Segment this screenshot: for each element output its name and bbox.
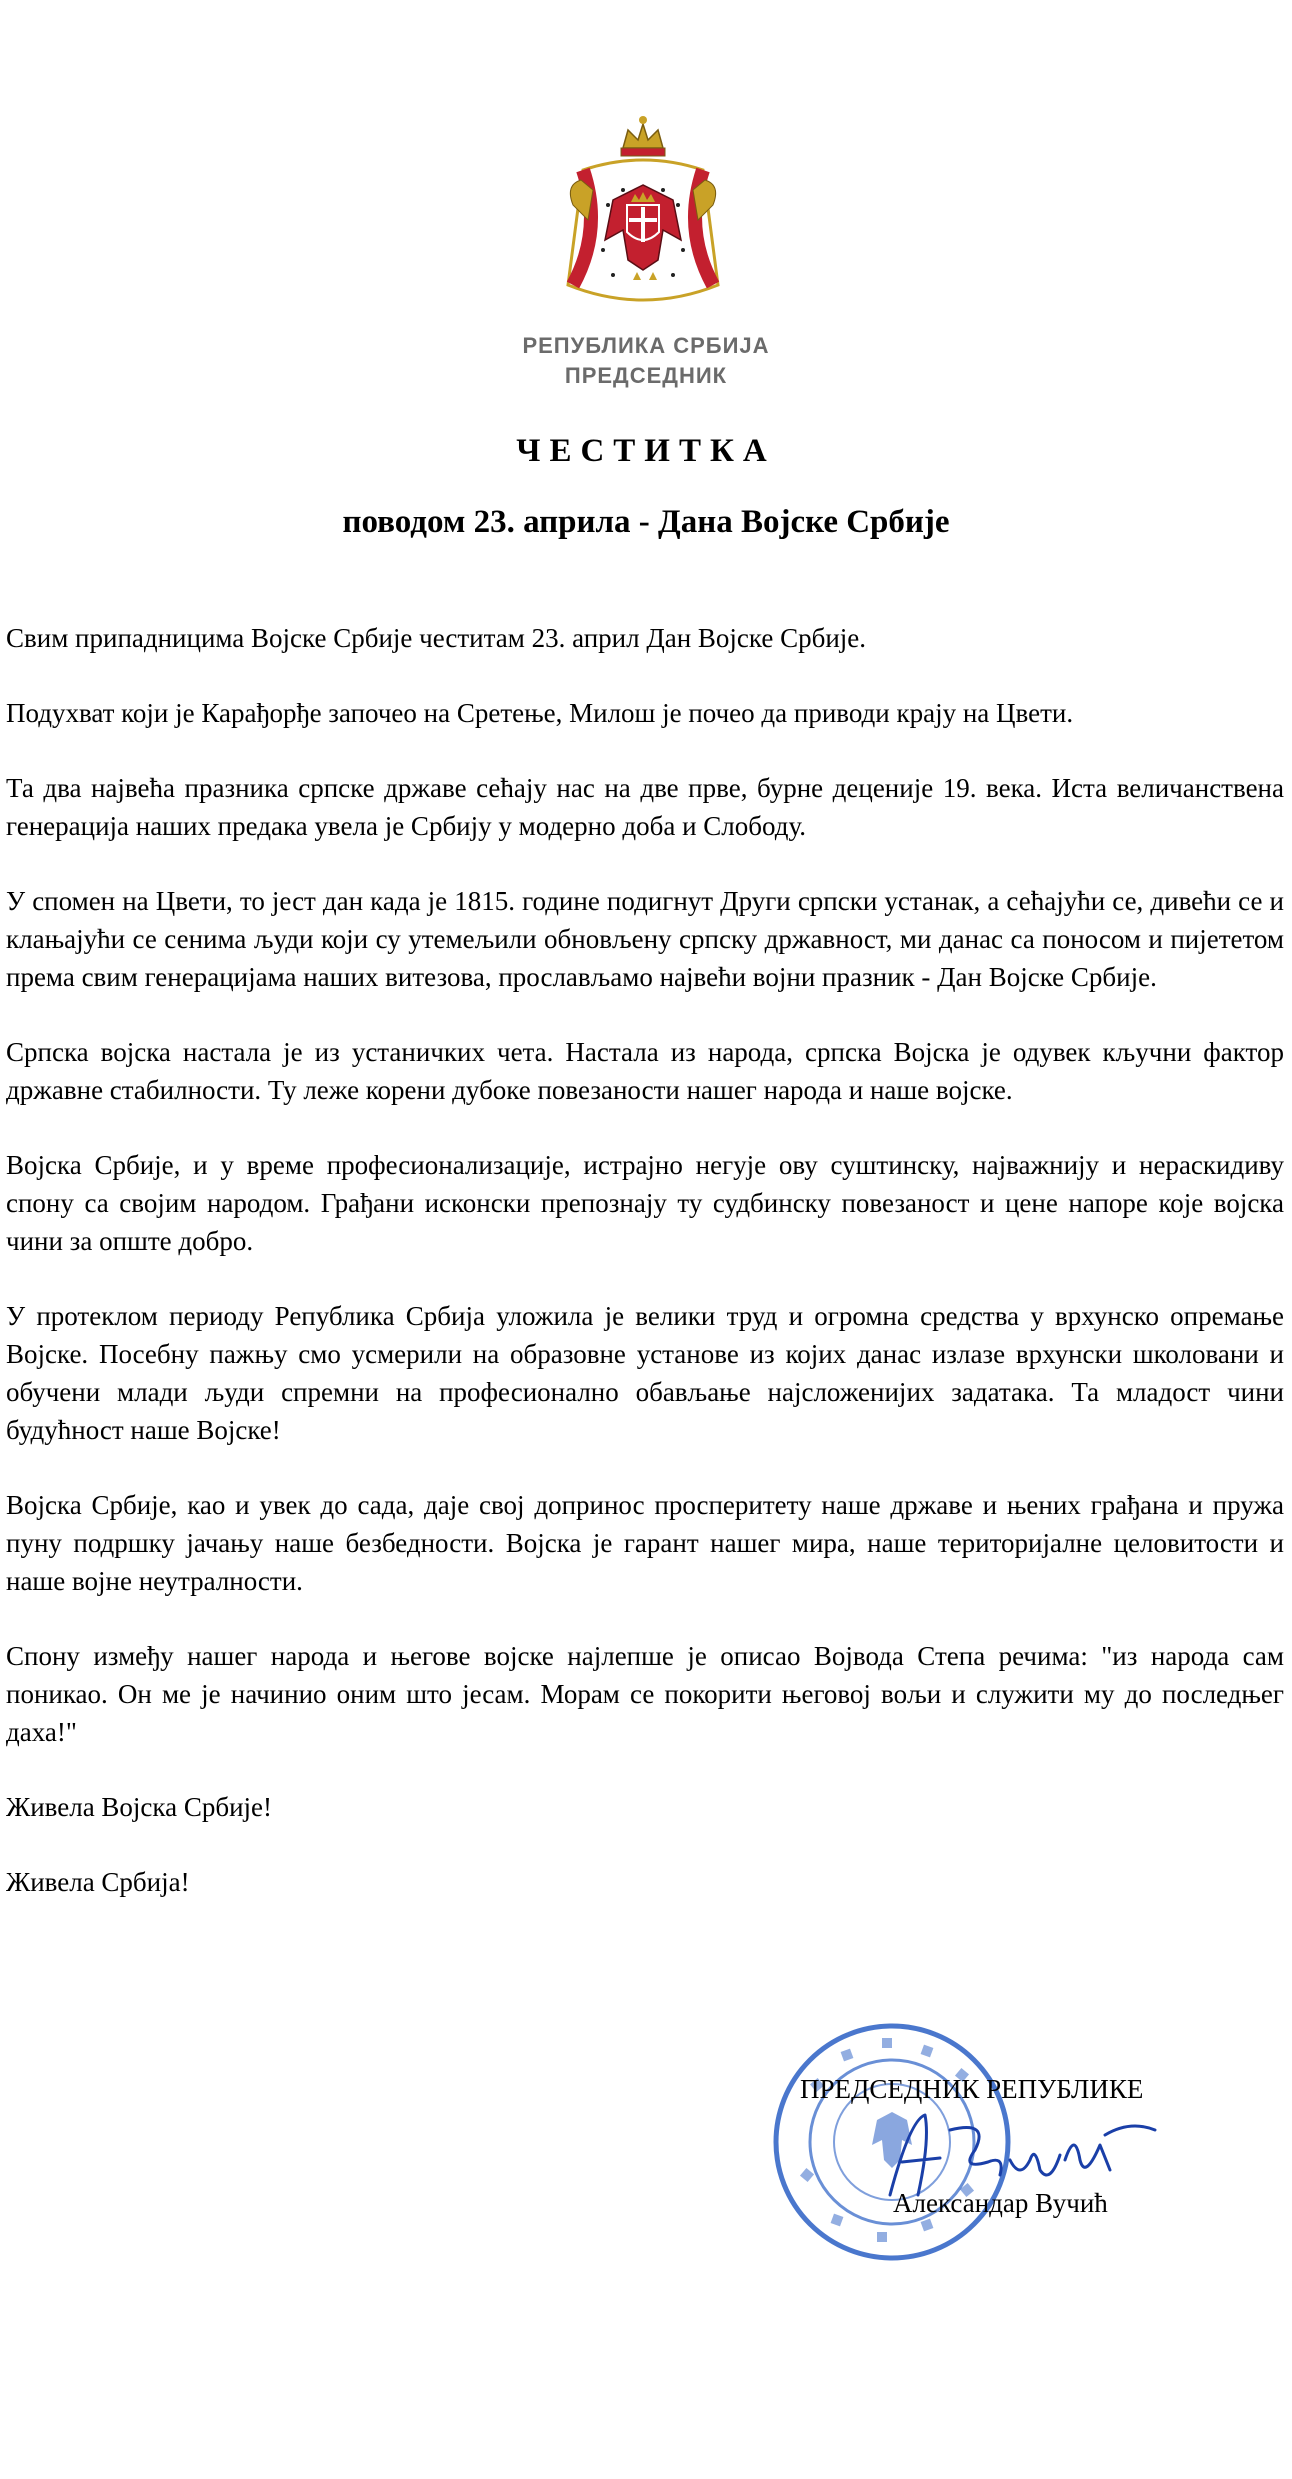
- signatory-name: Александар Вучић: [893, 2188, 1108, 2218]
- paragraph: Свим припадницима Војске Србије честитам 23. април Дан Војске Србије.: [6, 623, 867, 653]
- paragraph: Српска војска настала је из устаничких чета. Настала из народа, српска Војска је одувек кључни фактор државне стабилности. Ту леже корени дубоке повезаности нашег народа и наше војске.: [6, 1037, 1284, 1105]
- coat-of-arms-icon: [553, 110, 733, 320]
- paragraph: Та два највећа празника српске државе сећају нас на две прве, бурне деценије 19. века. Иста величанствена генерација наших предака увела је Србију у модерно доба и Слободу.: [6, 773, 1284, 841]
- closing-line: Живела Војска Србије!: [6, 1792, 273, 1822]
- document-subtitle: поводом 23. априла - Дана Војске Србије: [342, 504, 950, 540]
- institution-office: ПРЕДСЕДНИК: [564, 363, 728, 388]
- closing-line: Живела Србија!: [6, 1867, 190, 1897]
- document-title: ЧЕСТИТКА: [516, 433, 776, 469]
- paragraph: У спомен на Цвети, то јест дан када је 1815. године подигнут Други српски устанак, а сећајући се, дивећи се и клањајући се сенима људи који су утемељили обновљену српску државност, ми данас са поносом и пијететом према свим генерацијама наших витезова, прослављамо највећи војни празник - Дан Војске Србије.: [6, 886, 1284, 992]
- paragraph: У протеклом периоду Република Србија уложила је велики труд и огромна средства у врхунско опремање Војске. Посебну пажњу смо усмерили на образовне установе из којих данас излазе врхунски школовани и обучени млади људи спремни на професионално обављање најсложенијих задатака. Та младост чини будућност наше Војске!: [6, 1301, 1284, 1445]
- paragraph: Подухват који је Карађорђе започео на Сретење, Милош је почео да приводи крају на Цвети.: [6, 698, 1074, 728]
- letter-body: [6, 619, 1284, 1938]
- signatory-position: ПРЕДСЕДНИК РЕПУБЛИКЕ: [800, 2074, 1144, 2104]
- paragraph: Војска Србије, као и увек до сада, даје свој допринос просперитету наше државе и њених грађана и пружа пуну подршку јачању наше безбедности. Војска је гарант нашег мира, наше територијалне целовитости и наше војне неутралности.: [6, 1490, 1284, 1596]
- paragraph: Војска Србије, и у време професионализације, истрајно негује ову суштинску, најважнију и нераскидиву спону са својим народом. Грађани исконски препознају ту судбинску повезаност и цене напоре које војска чини за опште добро.: [6, 1150, 1284, 1256]
- paragraph: Спону између нашег народа и његове војске најлепше је описао Војвода Степа речима: "из народа сам поникао. Он ме је начинио оним што јесам. Морам се покорити његовој вољи и служити му до последњег даха!": [6, 1641, 1284, 1747]
- institution-name: РЕПУБЛИКА СРБИЈА: [522, 333, 770, 358]
